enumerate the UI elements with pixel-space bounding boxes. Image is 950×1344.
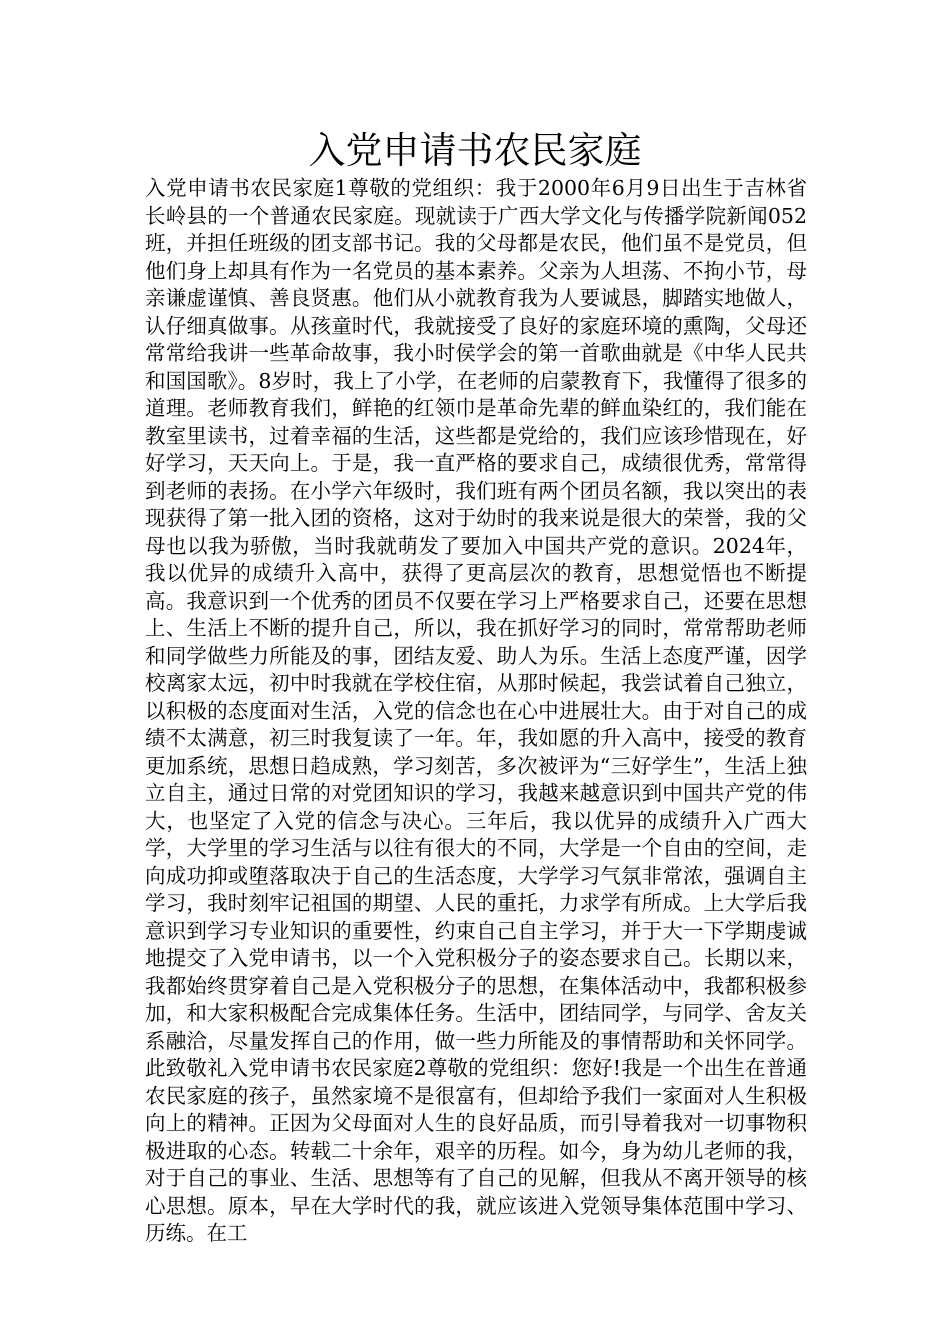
document-body: 入党申请书农民家庭1尊敬的党组织：我于2000年6月9日出生于吉林省长岭县的一个普通农民家庭。现就读于广西大学文化与传播学院新闻052班，并担任班级的团支部书记。我的父母都是农民，他们虽不是党员，但他们身上却具有作为一名党员的基本素养。父亲为人坦荡、不拘小节，母亲谦虚谨慎、善良贤惠。他们从小就教育我为人要诚恳，脚踏实地做人，认仔细真做事。从孩童时代，我就接受了良好的家庭环境的熏陶，父母还常常给我讲一些革命故事，我小时侯学会的第一首歌曲就是《中华人民共和国国歌》。8岁时，我上了小学，在老师的启蒙教育下，我懂得了很多的道理。老师教育我们，鲜艳的红领巾是革命先辈的鲜血染红的，我们能在教室里读书，过着幸福的生活，这些都是党给的，我们应该珍惜现在，好好学习，天天向上。于是，我一直严格的要求自己，成绩很优秀，常常得到老师的表扬。在小学六年级时，我们班有两个团员名额，我以突出的表现获得了第一批入团的资格，这对于幼时的我来说是很大的荣誉，我的父母也以我为骄傲，当时我就萌发了要加入中国共产党的意识。2024年，我以优异的成绩升入高中，获得了更高层次的教育，思想觉悟也不断提高。我意识到一个优秀的团员不仅要在学习上严格要求自己，还要在思想上、生活上不断的提升自己，所以，我在抓好学习的同时，常常帮助老师和同学做些力所能及的事，团结友爱、助人为乐。生活上态度严谨，因学校离家太远，初中时我就在学校住宿，从那时候起，我尝试着自己独立，以积极的态度面对生活，入党的信念也在心中进展壮大。由于对自己的成绩不太满意，初三时我复读了一年。年，我如愿的升入高中，接受的教育更加系统，思想日趋成熟，学习刻苦，多次被评为“三好学生”，生活上独立自主，通过日常的对党团知识的学习，我越来越意识到中国共产党的伟大，也坚定了入党的信念与决心。三年后，我以优异的成绩升入广西大学，大学里的学习生活与以往有很大的不同，大学是一个自由的空间，走向成功抑或堕落取决于自己的生活态度，大学学习气氛非常浓，强调自主学习，我时刻牢记祖国的期望、人民的重托，力求学有所成。上大学后我意识到学习专业知识的重要性，约束自己自主学习，并于大一下学期虔诚地提交了入党申请书，以一个入党积极分子的姿态要求自己。长期以来，我都始终贯穿着自己是入党积极分子的思想，在集体活动中，我都积极参加，和大家积极配合完成集体任务。生活中，团结同学，与同学、舍友关系融洽，尽量发挥自己的作用，做一些力所能及的事情帮助和关怀同学。此致敬礼入党申请书农民家庭2尊敬的党组织：您好!我是一个出生在普通农民家庭的孩子，虽然家境不是很富有，但却给予我们一家面对人生积极向上的精神。正因为父母面对人生的良好品质，而引导着我对一切事物积极进取的心态。转载二十余年，艰辛的历程。如今，身为幼儿老师的我，对于自己的事业、生活、思想等有了自己的见解，但我从不离开领导的核心思想。原本，早在大学时代的我，就应该进入党领导集体范围中学习、历练。在工: [145, 176, 807, 1245]
document-title: 入党申请书农民家庭: [308, 129, 642, 172]
